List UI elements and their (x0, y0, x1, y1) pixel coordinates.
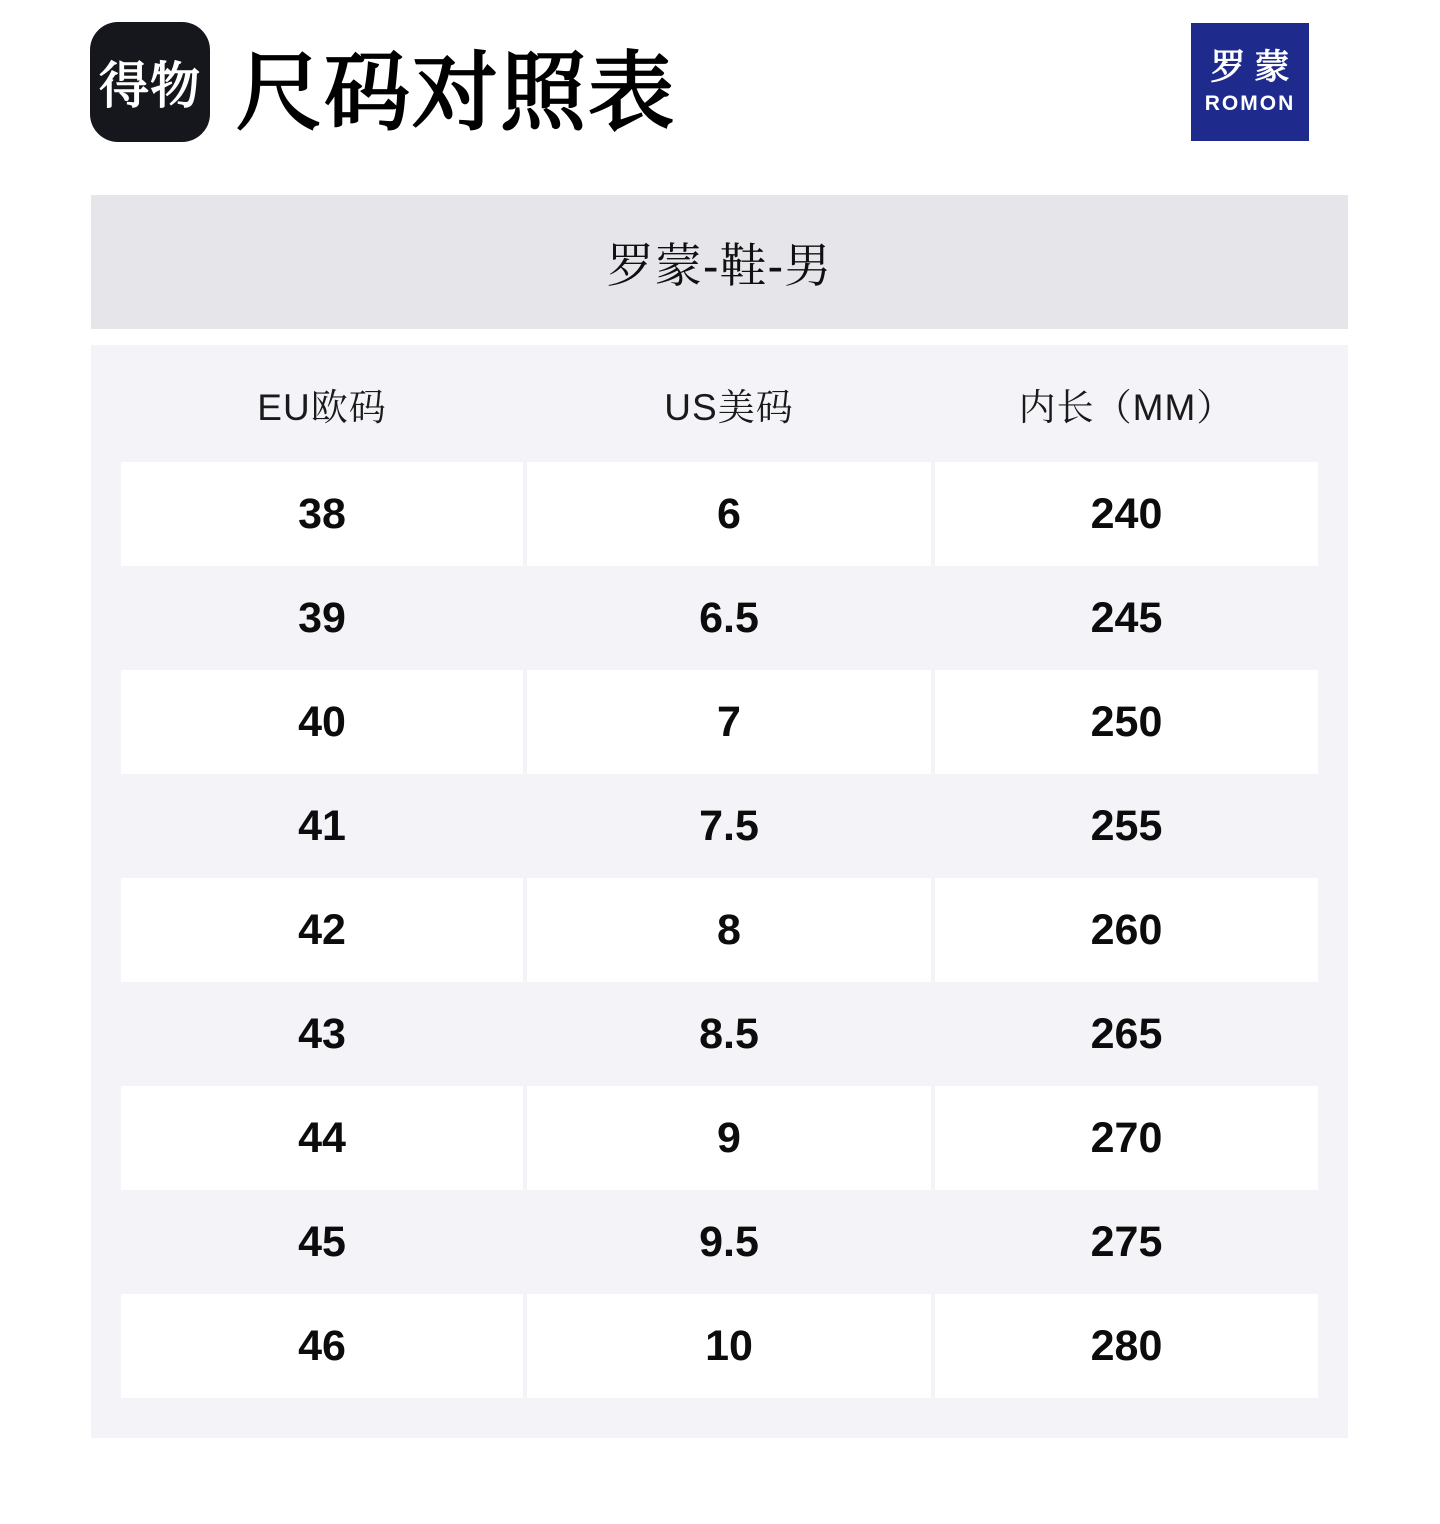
romon-logo-en: ROMON (1204, 92, 1296, 116)
table-cell: 255 (1090, 801, 1163, 850)
table-cell: 44 (121, 1086, 523, 1190)
table-cell: 45 (298, 1217, 346, 1266)
column-header-eu: EU欧码 (257, 386, 387, 428)
size-table (91, 345, 1348, 1438)
table-cell: 6 (527, 462, 931, 566)
table-cell: 270 (935, 1086, 1318, 1190)
category-banner-label: 罗蒙-鞋-男 (606, 238, 833, 292)
table-cell: 38 (121, 462, 523, 566)
romon-brand-logo (1191, 23, 1309, 141)
table-cell: 265 (1090, 1009, 1163, 1058)
table-cell: 41 (298, 801, 346, 850)
dewu-logo-text: 得物 (99, 58, 201, 114)
column-header-length: 内长（MM） (1018, 386, 1235, 428)
table-row (121, 1294, 1318, 1398)
table-cell: 280 (935, 1294, 1318, 1398)
size-table-body (121, 462, 1318, 1398)
table-cell: 250 (935, 670, 1318, 774)
table-row (121, 670, 1318, 774)
table-cell: 9 (527, 1086, 931, 1190)
category-banner (91, 195, 1348, 329)
table-header-row (121, 345, 1318, 462)
table-cell: 7 (527, 670, 931, 774)
table-cell: 46 (121, 1294, 523, 1398)
table-cell: 275 (1090, 1217, 1163, 1266)
table-cell: 40 (121, 670, 523, 774)
table-cell: 240 (935, 462, 1318, 566)
table-cell: 42 (121, 878, 523, 982)
table-row (121, 1190, 1318, 1294)
table-cell: 7.5 (699, 801, 759, 850)
romon-logo-cn: 罗蒙 (1210, 47, 1299, 87)
table-cell: 39 (298, 593, 346, 642)
table-row (121, 462, 1318, 566)
table-cell: 10 (527, 1294, 931, 1398)
table-cell: 260 (935, 878, 1318, 982)
table-row (121, 1086, 1318, 1190)
table-cell: 8 (527, 878, 931, 982)
table-row (121, 566, 1318, 670)
table-cell: 8.5 (699, 1009, 759, 1058)
table-cell: 245 (1090, 593, 1163, 642)
table-row (121, 774, 1318, 878)
table-row (121, 982, 1318, 1086)
column-header-us: US美码 (664, 386, 794, 428)
dewu-app-logo (90, 22, 210, 142)
table-cell: 9.5 (699, 1217, 759, 1266)
table-row (121, 878, 1318, 982)
table-cell: 6.5 (699, 593, 759, 642)
page-title: 尺码对照表 (236, 45, 676, 141)
table-cell: 43 (298, 1009, 346, 1058)
